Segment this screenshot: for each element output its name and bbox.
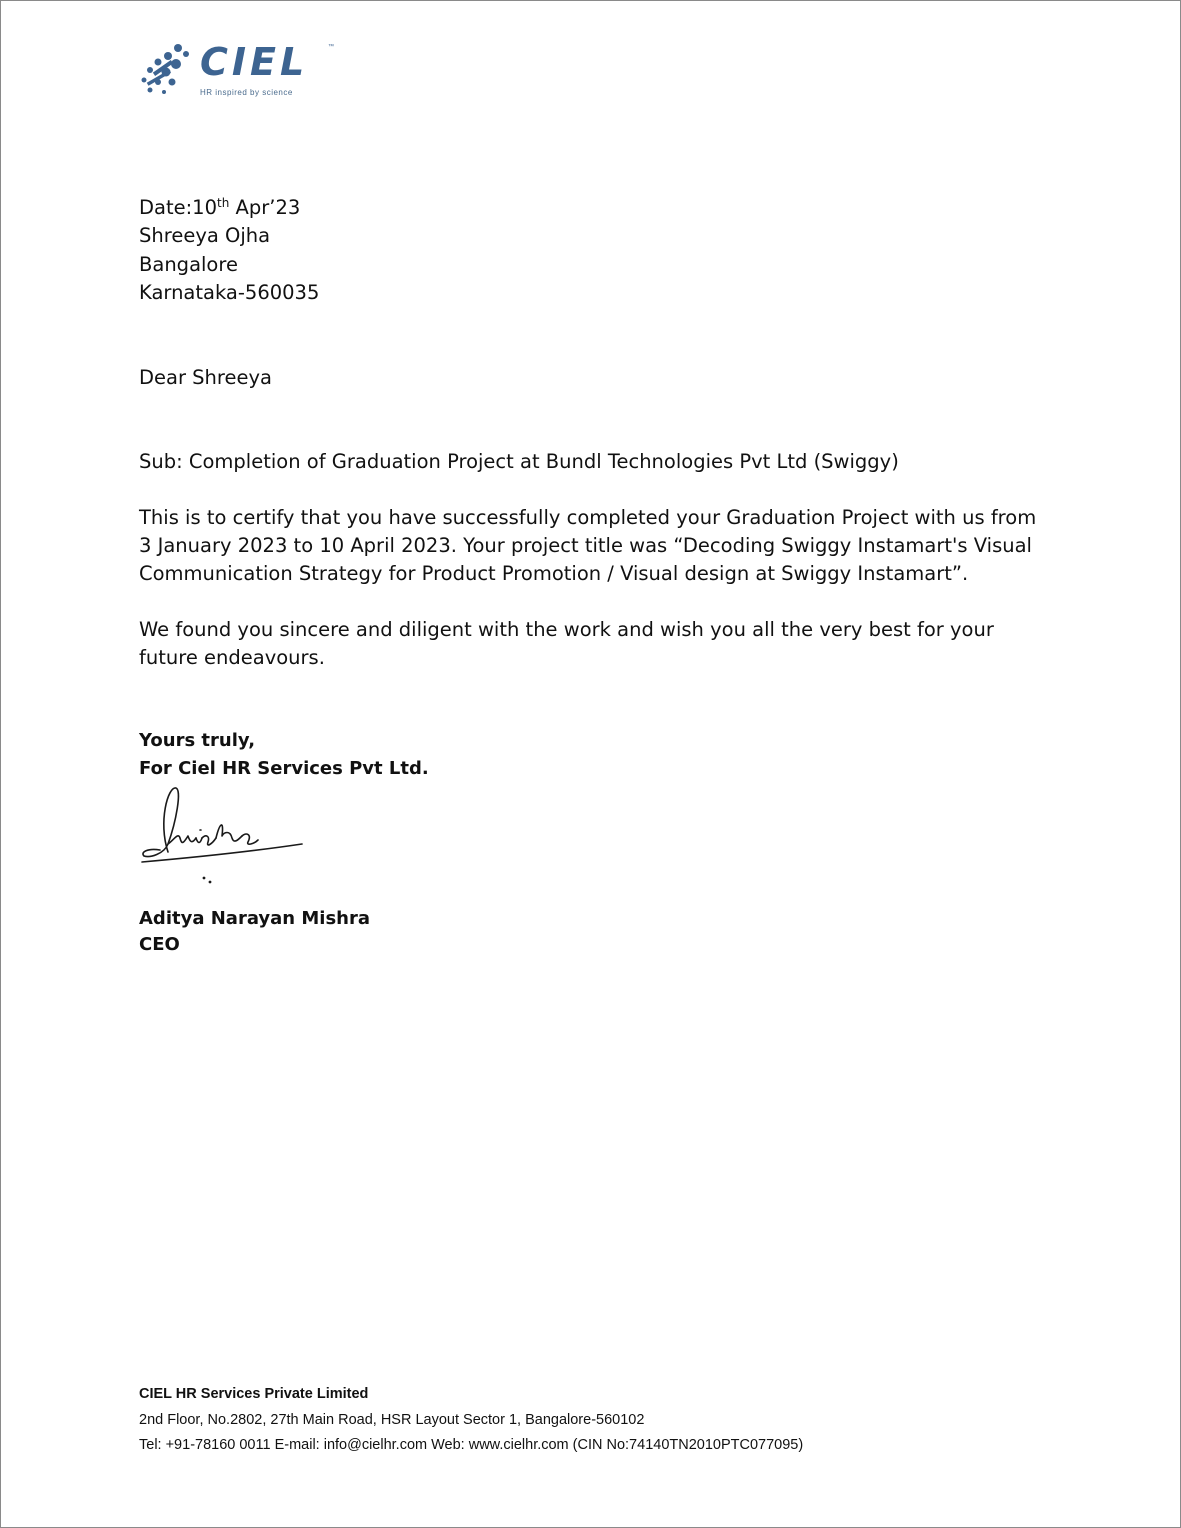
subject-line: Sub: Completion of Graduation Project at Bundl Technologies Pvt Ltd (Swiggy) xyxy=(139,450,899,473)
body-paragraph-2-line-2: future endeavours. xyxy=(139,646,325,669)
salutation: Dear Shreeya xyxy=(139,366,272,389)
company-logo xyxy=(138,40,348,102)
logo-trademark: ™ xyxy=(328,44,334,50)
logo-wordmark: CIEL xyxy=(200,40,309,84)
signatory-title: CEO xyxy=(139,934,180,955)
closing-company: For Ciel HR Services Pvt Ltd. xyxy=(139,758,429,779)
body-paragraph-2-line-1: We found you sincere and diligent with the work and wish you all the very best for your xyxy=(139,618,994,641)
footer-company: CIEL HR Services Private Limited xyxy=(139,1386,369,1402)
closing-yours-truly: Yours truly, xyxy=(139,730,256,751)
body-paragraph-1-line-2: 3 January 2023 to 10 April 2023. Your project title was “Decoding Swiggy Instamart's Visual xyxy=(139,534,1032,557)
body-paragraph-1-line-3: Communication Strategy for Product Promotion / Visual design at Swiggy Instamart”. xyxy=(139,562,969,585)
ciel-splash-icon xyxy=(138,42,194,96)
body-paragraph-1-line-1: This is to certify that you have successfully completed your Graduation Project with us from xyxy=(139,506,1037,529)
footer-address: 2nd Floor, No.2802, 27th Main Road, HSR Layout Sector 1, Bangalore-560102 xyxy=(139,1412,645,1428)
signatory-name: Aditya Narayan Mishra xyxy=(139,908,371,929)
letter-date: Date:10th Apr’23 xyxy=(139,196,301,219)
logo-tagline: HR inspired by science xyxy=(200,88,293,97)
footer-contact: Tel: +91-78160 0011 E-mail: info@cielhr.com Web: www.cielhr.com (CIN No:74140TN2010PTC077095) xyxy=(139,1437,804,1453)
signature xyxy=(138,782,308,890)
recipient-name: Shreeya Ojha xyxy=(139,224,271,247)
recipient-city: Bangalore xyxy=(139,253,238,276)
recipient-state: Karnataka-560035 xyxy=(139,281,320,304)
